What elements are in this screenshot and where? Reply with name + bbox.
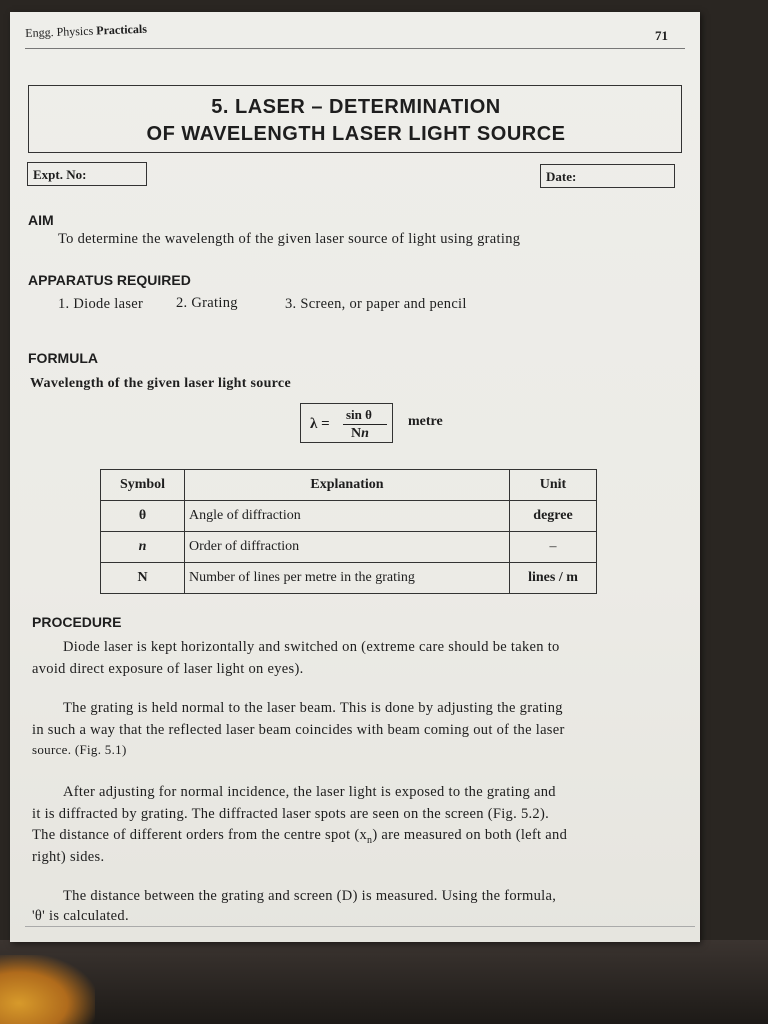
formula-denominator	[351, 426, 369, 442]
expt-no-label: Expt. No:	[33, 167, 87, 182]
background-decoration	[0, 955, 95, 1024]
table-row	[101, 501, 597, 532]
table-cell-explanation: Number of lines per metre in the grating	[185, 563, 510, 594]
fraction-bar	[343, 424, 387, 425]
table-cell-symbol: θ	[101, 501, 185, 532]
page-number: 71	[655, 28, 668, 43]
apparatus-item-2: 2. Grating	[176, 295, 238, 311]
aim-heading: AIM	[28, 212, 54, 228]
table-row	[101, 532, 597, 563]
running-header	[25, 22, 147, 41]
footer-rule	[25, 926, 695, 927]
book-page	[10, 12, 700, 942]
procedure-heading: PROCEDURE	[32, 614, 122, 630]
apparatus-item-3: 3. Screen, or paper and pencil	[285, 296, 467, 312]
procedure-p3-line-3-a: The distance of different orders from the centre spot (x	[32, 827, 368, 843]
formula-denominator-n: n	[361, 426, 369, 441]
aim-text: To determine the wavelength of the given laser source of light using grating	[58, 231, 521, 247]
table-cell-symbol: N	[101, 563, 185, 594]
formula-unit: metre	[408, 414, 443, 429]
chapter-title-line-1: 5. LASER – DETERMINATION	[211, 96, 501, 118]
table-cell-unit: –	[510, 532, 597, 563]
formula-intro: Wavelength of the given laser light source	[30, 376, 291, 391]
date-box	[540, 164, 675, 188]
apparatus-heading: APPARATUS REQUIRED	[28, 272, 191, 288]
background-surface	[0, 940, 768, 1024]
procedure-p2-line-2: in such a way that the reflected laser beam coincides with beam coming out of the laser	[32, 722, 565, 738]
chapter-title-box	[28, 85, 682, 153]
date-label: Date:	[546, 169, 577, 184]
procedure-p4-line-1: The distance between the grating and screen (D) is measured. Using the formula,	[63, 888, 557, 904]
table-cell-unit: degree	[510, 501, 597, 532]
procedure-p3-line-4: right) sides.	[32, 849, 105, 865]
procedure-p2-line-1: The grating is held normal to the laser beam. This is done by adjusting the grating	[63, 700, 563, 716]
procedure-p4-line-2: 'θ' is calculated.	[32, 908, 129, 924]
chapter-title-line-2: OF WAVELENGTH LASER LIGHT SOURCE	[146, 123, 566, 145]
formula-heading: FORMULA	[28, 350, 98, 366]
table-cell-symbol: n	[101, 532, 185, 563]
procedure-p3-line-3-b: ) are measured on both (left and	[372, 827, 568, 843]
wavelength-formula	[300, 403, 393, 443]
table-header-unit: Unit	[510, 470, 597, 501]
procedure-p3-line-1: After adjusting for normal incidence, the laser light is exposed to the grating and	[63, 784, 556, 800]
running-header-practicals: Practicals	[95, 21, 148, 38]
symbol-table	[100, 469, 597, 594]
table-cell-unit: lines / m	[510, 563, 597, 594]
procedure-p3-line-2: it is diffracted by grating. The diffracted laser spots are seen on the screen (Fig. 5.2).	[32, 806, 550, 822]
running-header-prefix: Engg.	[25, 25, 54, 40]
procedure-p3-line-3	[32, 827, 567, 846]
apparatus-item-1: 1. Diode laser	[58, 296, 144, 312]
formula-lhs: λ =	[310, 416, 330, 432]
table-header-row	[101, 470, 597, 501]
procedure-p3-subscript: n	[367, 834, 373, 846]
procedure-p2-line-3: source. (Fig. 5.1)	[32, 742, 127, 757]
procedure-p1-line-2: avoid direct exposure of laser light on eyes).	[32, 661, 304, 677]
running-header-subject: Physics	[56, 23, 94, 39]
procedure-p1-line-1: Diode laser is kept horizontally and switched on (extreme care should be taken to	[63, 639, 560, 655]
formula-denominator-N: N	[351, 426, 362, 441]
formula-numerator: sin θ	[346, 407, 372, 422]
table-header-symbol: Symbol	[101, 470, 185, 501]
table-cell-explanation: Order of diffraction	[185, 532, 510, 563]
header-rule	[25, 48, 685, 49]
expt-no-box	[27, 162, 147, 186]
table-cell-explanation: Angle of diffraction	[185, 501, 510, 532]
table-header-explanation: Explanation	[185, 470, 510, 501]
table-row	[101, 563, 597, 594]
